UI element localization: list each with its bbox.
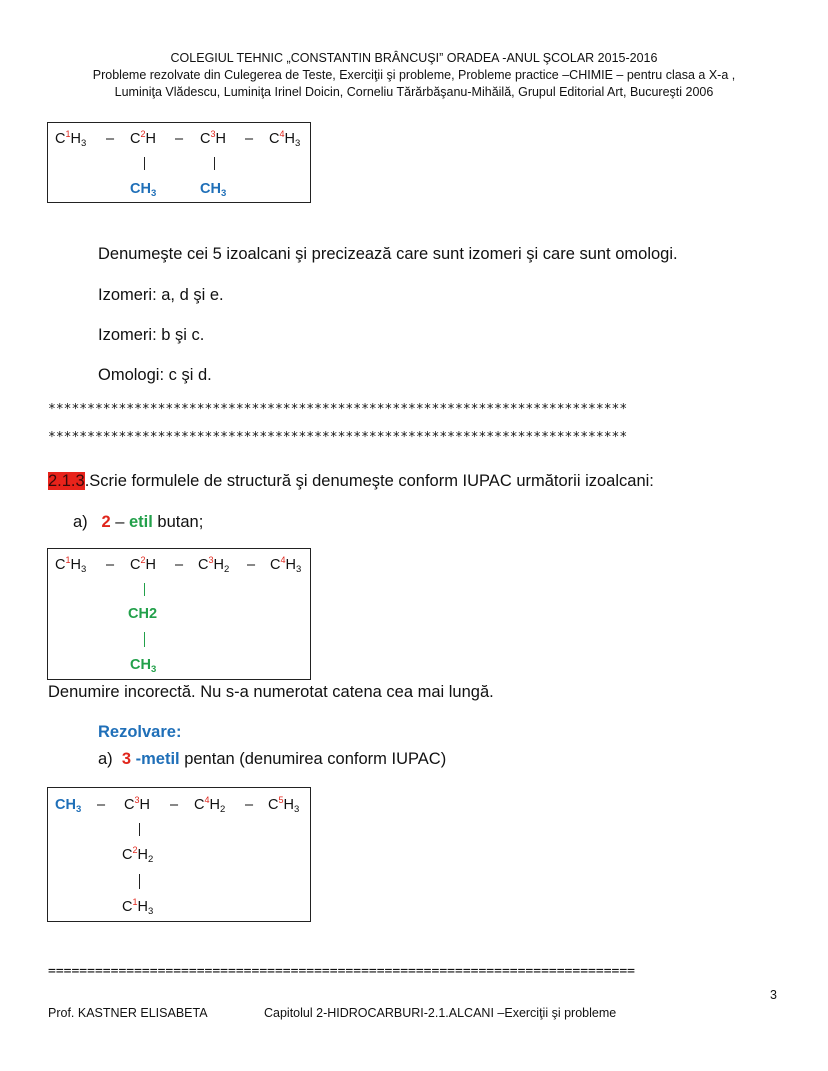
rezolvare-heading: Rezolvare:	[98, 723, 182, 741]
ethyl-ch2: CH2	[128, 606, 158, 622]
atom-c1: $C^1H_3$	[55, 129, 87, 149]
methyl-branch: $CH_3$	[130, 181, 157, 199]
bond-dash: –	[245, 797, 254, 813]
vertical-bond	[214, 157, 215, 170]
bond-dash: –	[175, 557, 184, 573]
answer-omologi: Omologi: c şi d.	[98, 366, 212, 384]
bond-dash: –	[245, 131, 254, 147]
header-line-2: Probleme rezolvate din Culegerea de Teste, Exerciţii şi probleme, Probleme practice –CHIMIE – pentru clasa a X-a ,	[92, 68, 736, 82]
atom-c1: $C^1H_3$	[122, 897, 154, 917]
vertical-bond	[144, 157, 145, 170]
item-a: a) 2 – etil butan;	[73, 513, 204, 531]
atom-c3: $C^3H$	[124, 795, 150, 813]
atom-c3: $C^3H_2$	[198, 555, 230, 575]
atom-c4: $C^4H_2$	[194, 795, 226, 815]
problem-number: 2.1.3	[48, 472, 85, 490]
header-line-3: Luminiţa Vlădescu, Luminiţa Irinel Doicin, Corneliu Tărărbăşanu-Mihăilă, Grupul Editorial Art, Bucureşti 2006	[114, 85, 714, 99]
start-ch3: $CH_3$	[55, 797, 82, 815]
atom-c4: $C^4H_3$	[270, 555, 302, 575]
page-number: 3	[770, 988, 777, 1002]
resolution-item-a: a) 3 -metil pentan (denumirea conform IUPAC)	[98, 750, 447, 768]
atom-c5: $C^5H_3$	[268, 795, 300, 815]
formula-box-3	[47, 787, 311, 922]
bond-dash: –	[247, 557, 256, 573]
atom-c2: $C^2H$	[130, 555, 156, 573]
question-text: Denumeşte cei 5 izoalcani şi precizează care sunt izomeri şi care sunt omologi.	[98, 245, 678, 263]
vertical-bond	[139, 823, 140, 836]
footer-chapter: Capitolul 2-HIDROCARBURI-2.1.ALCANI –Exerciţii şi probleme	[264, 1006, 617, 1020]
header-line-1: COLEGIUL TEHNIC „CONSTANTIN BRÂNCUŞI” ORADEA -ANUL ŞCOLAR 2015-2016	[170, 51, 658, 65]
separator-stars: **************************************************************************	[48, 430, 628, 445]
problem-statement: 2.1.3.Scrie formulele de structură şi denumeşte conform IUPAC următorii izoalcani:	[48, 472, 654, 490]
vertical-bond	[144, 583, 145, 596]
bond-dash: –	[175, 131, 184, 147]
methyl-branch: $CH_3$	[200, 181, 227, 199]
atom-c4: $C^4H_3$	[269, 129, 301, 149]
ethyl-ch3: $CH_3$	[130, 657, 157, 675]
formula-box-1	[47, 122, 311, 203]
vertical-bond	[144, 632, 145, 647]
incorrect-name-note: Denumire incorectă. Nu s-a numerotat catena cea mai lungă.	[48, 683, 494, 701]
answer-izomeri-2: Izomeri: b şi c.	[98, 326, 205, 344]
bond-dash: –	[170, 797, 179, 813]
bond-dash: –	[97, 797, 106, 813]
formula-box-2	[47, 548, 311, 680]
page-header	[0, 50, 828, 101]
separator-stars: **************************************************************************	[48, 402, 628, 417]
vertical-bond	[139, 874, 140, 889]
footer-author: Prof. KASTNER ELISABETA	[48, 1006, 208, 1020]
atom-c1: $C^1H_3$	[55, 555, 87, 575]
bond-dash: –	[106, 557, 115, 573]
bond-dash: –	[106, 131, 115, 147]
answer-izomeri-1: Izomeri: a, d şi e.	[98, 286, 224, 304]
atom-c2: $C^2H_2$	[122, 845, 154, 865]
atom-c3: $C^3H$	[200, 129, 226, 147]
separator-equals: ===========================================================================	[48, 964, 635, 979]
atom-c2: $C^2H$	[130, 129, 156, 147]
